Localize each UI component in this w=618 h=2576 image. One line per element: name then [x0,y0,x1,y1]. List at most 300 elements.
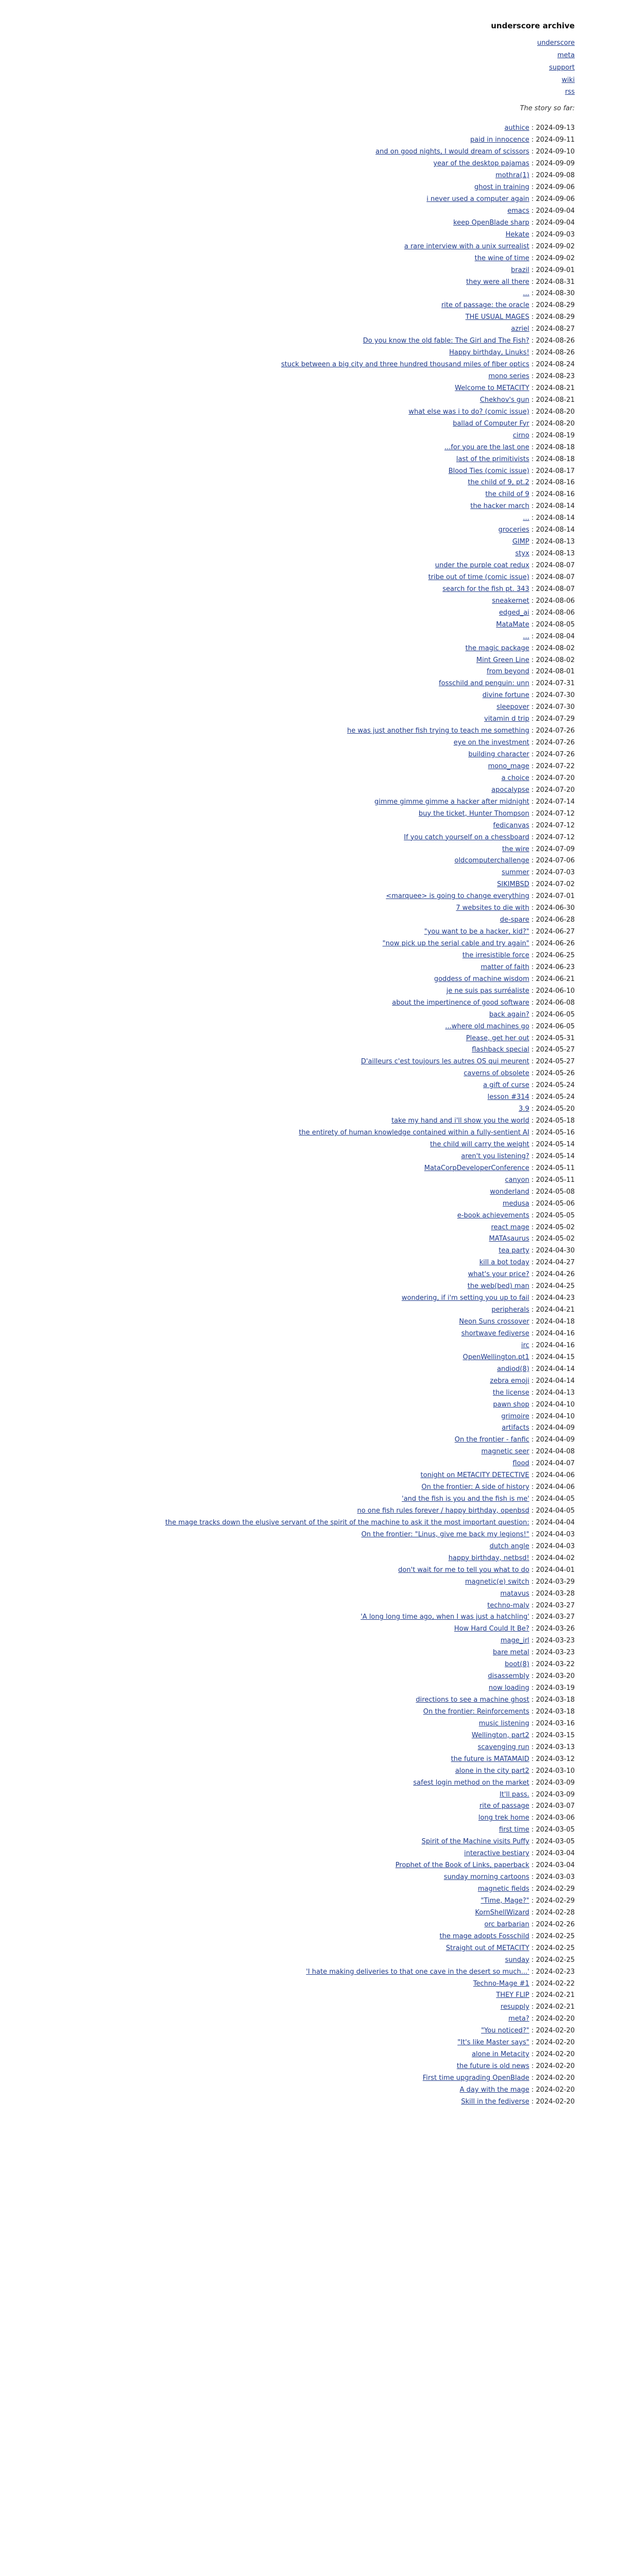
story-item [152,1944,575,1953]
story-link[interactable]: don't wait for me to tell you what to do [398,1566,529,1574]
story-date: 2024-04-08 [536,1448,575,1456]
story-link[interactable]: pawn shop [493,1400,529,1409]
story-link[interactable]: irc [521,1341,529,1349]
story-link[interactable]: wondering, if i'm setting you up to fail [401,1294,529,1302]
story-separator: : [529,1070,536,1078]
story-separator: : [529,124,536,132]
story-date: 2024-05-14 [536,1152,575,1160]
story-date: 2024-02-28 [536,1908,575,1917]
story-link[interactable]: 'A long long time ago, when I was just a hatchling' [360,1613,529,1621]
story-link[interactable]: Chekhov's gun [479,396,529,404]
story-link[interactable]: from beyond [487,668,529,676]
story-separator: : [529,975,536,983]
story-link[interactable]: Prophet of the Book of Links, paperback [395,1861,529,1870]
story-link[interactable]: First time upgrading OpenBlade [422,2074,529,2082]
story-link[interactable]: artifacts [502,1424,529,1432]
story-link[interactable]: the entirety of human knowledge contained within a fully-sentient AI [299,1129,529,1137]
story-link[interactable]: stuck between a big city and three hundred thousand miles of fiber optics [281,361,529,369]
story-link[interactable]: matavus [500,1589,529,1598]
story-separator: : [529,774,536,782]
story-link[interactable]: magnetic seer [481,1448,529,1456]
story-separator: : [529,1861,536,1870]
story-link[interactable]: GIMP [512,538,529,546]
story-link[interactable]: Happy birthday, Linuks! [449,349,529,357]
story-item [152,821,575,831]
story-link[interactable]: A day with the mage [459,2086,529,2094]
story-date: 2024-09-04 [536,218,575,227]
story-link[interactable]: the child of 9 [485,490,529,499]
story-separator: : [529,762,536,770]
story-link[interactable]: divine fortune [482,691,529,700]
story-link[interactable]: "It's like Master says" [457,2039,529,2047]
story-separator: : [529,620,536,629]
story-link[interactable]: emacs [507,207,529,215]
story-link[interactable]: ...where old machines go [445,1022,529,1030]
story-date: 2024-02-20 [536,2039,575,2047]
story-link[interactable]: caverns of obsolete [464,1070,529,1078]
story-link[interactable]: no one fish rules forever / happy birthday, openbsd [357,1507,529,1515]
story-link[interactable]: the child of 9, pt.2 [468,479,529,487]
story-link[interactable]: magnetic(e) switch [465,1578,529,1586]
story-link[interactable]: react mage [491,1223,529,1231]
story-date: 2024-08-04 [536,632,575,640]
story-date: 2024-07-26 [536,727,575,735]
story-link[interactable]: orc barbarian [484,1920,529,1928]
story-link[interactable]: back again? [489,1010,529,1019]
story-item [152,124,575,133]
story-link[interactable]: 'and the fish is you and the fish is me' [402,1495,529,1503]
story-link[interactable]: D'ailleurs c'est toujours les autres OS qui meurent [360,1058,529,1066]
story-item [152,195,575,204]
story-item [152,1282,575,1291]
story-item [152,408,575,417]
story-item [152,939,575,948]
story-link[interactable]: interactive bestiary [464,1850,529,1858]
story-link[interactable]: tribe out of time (comic issue) [428,573,529,581]
story-date: 2024-04-01 [536,1566,575,1574]
story-date: 2024-09-13 [536,124,575,132]
story-date: 2024-08-06 [536,608,575,617]
story-link[interactable]: take my hand and i'll show you the world [391,1117,529,1125]
story-link[interactable]: gimme gimme gimme a hacker after midnight [374,798,529,806]
story-item [152,1140,575,1149]
story-link[interactable]: cirno [512,431,529,439]
story-link[interactable]: vitamin d trip [484,715,529,723]
story-link[interactable]: safest login method on the market [413,1778,529,1787]
story-date: 2024-08-20 [536,419,575,428]
story-link[interactable]: matter of faith [480,963,529,971]
story-link[interactable]: buy the ticket, Hunter Thompson [418,809,529,818]
story-link[interactable]: a choice [501,774,529,782]
story-item [152,1317,575,1327]
story-item [152,656,575,665]
story-separator: : [529,1920,536,1928]
story-item [152,1483,575,1492]
story-item [152,1908,575,1918]
story-link[interactable]: peripherals [491,1306,529,1314]
story-link[interactable]: THEY FLIP [496,1991,529,1999]
story-separator: : [529,656,536,664]
story-link[interactable]: THE USUAL MAGES [465,313,529,321]
story-link[interactable]: alone in the city part2 [455,1767,529,1775]
story-link[interactable]: the mage tracks down the elusive servant of the spirit of the machine to ask it the most important question: [165,1518,529,1527]
story-link[interactable]: SIKIMBSD [497,880,529,889]
story-link[interactable]: directions to see a machine ghost [416,1696,529,1704]
story-link[interactable]: scavenging run [477,1743,529,1751]
story-link[interactable]: dutch angle [489,1542,529,1550]
story-separator: : [529,585,536,593]
story-date: 2024-07-03 [536,869,575,877]
story-date: 2024-03-10 [536,1767,575,1775]
story-date: 2024-02-26 [536,1920,575,1928]
story-link[interactable]: On the frontier - fanfic [454,1436,529,1444]
story-link[interactable]: a gift of curse [483,1081,529,1090]
story-separator: : [529,1707,536,1716]
story-separator: : [529,325,536,333]
story-item [152,1199,575,1209]
story-item [152,1991,575,2000]
story-date: 2024-02-25 [536,1944,575,1952]
story-separator: : [529,821,536,829]
story-date: 2024-06-27 [536,928,575,936]
story-link[interactable]: 7 websites to die with [456,904,529,912]
story-link[interactable]: now loading [488,1684,529,1692]
story-item [152,987,575,996]
story-link[interactable]: mono series [488,372,529,380]
story-link[interactable]: the wire [502,845,529,853]
story-link[interactable]: mothra(1) [495,172,529,180]
story-link[interactable]: OpenWellington.pt1 [462,1353,529,1361]
story-item [152,526,575,535]
story-item [152,1211,575,1221]
story-link[interactable]: last of the primitivists [456,455,529,463]
story-link[interactable]: "You noticed?" [481,2027,529,2035]
story-date: 2024-08-16 [536,490,575,499]
story-separator: : [529,1767,536,1775]
story-item [152,963,575,972]
story-item [152,1057,575,1066]
story-link[interactable]: rite of passage [479,1802,529,1810]
story-link[interactable]: the hacker march [470,502,529,511]
story-item [152,1377,575,1386]
story-link[interactable]: flood [512,1460,529,1468]
story-item [152,1435,575,1445]
story-link[interactable]: year of the desktop pajamas [433,160,529,168]
story-link[interactable]: brazil [511,266,529,274]
story-link[interactable]: fosschild and penguin: unn [439,680,529,688]
story-link[interactable]: KornShellWizard [475,1908,529,1917]
story-separator: : [529,431,536,439]
story-separator: : [529,502,536,511]
story-link[interactable]: medusa [502,1199,529,1208]
story-date: 2024-04-14 [536,1365,575,1373]
story-item [152,1956,575,1965]
story-link[interactable]: Do you know the old fable: The Girl and The Fish? [363,337,529,345]
story-link[interactable]: what else was i to do? (comic issue) [408,408,529,416]
story-item [152,1767,575,1776]
story-item [152,1601,575,1611]
story-date: 2024-03-28 [536,1589,575,1598]
nav-link-underscore[interactable]: underscore [537,39,575,47]
story-item [152,856,575,866]
story-link[interactable]: the future is old news [456,2062,529,2071]
story-link[interactable]: a rare interview with a unix surrealist [404,242,529,250]
story-item [152,1495,575,1504]
story-link[interactable]: How Hard Could It Be? [454,1625,529,1633]
story-item [152,1069,575,1078]
story-link[interactable]: ghost in training [474,183,529,191]
story-link[interactable]: happy birthday, netbsd! [448,1554,529,1562]
story-link[interactable]: disassembly [488,1672,529,1681]
story-item [152,573,575,582]
story-link[interactable]: de-spare [500,916,529,924]
story-separator: : [529,1578,536,1586]
story-link[interactable]: Wellington, part2 [471,1731,529,1739]
story-separator: : [529,892,536,901]
story-link[interactable]: building character [468,751,529,758]
story-item [152,431,575,440]
story-separator: : [529,2027,536,2035]
story-link[interactable]: edged_ai [499,608,529,617]
story-link[interactable]: under the purple coat redux [435,562,529,569]
story-item [152,1814,575,1823]
story-link[interactable]: paid in innocence [470,136,529,144]
story-link[interactable]: On the frontier: A side of history [421,1483,529,1492]
story-separator: : [529,1448,536,1456]
story-item [152,1105,575,1114]
story-link[interactable]: boot(8) [505,1660,529,1669]
story-separator: : [529,1412,536,1420]
story-link[interactable]: Welcome to METACITY [455,384,529,392]
story-link[interactable]: e-book achievements [457,1211,529,1219]
story-link[interactable]: the future is MATAMAID [451,1755,529,1763]
story-item [152,1968,575,1977]
story-item [152,1566,575,1575]
nav-link-support[interactable]: support [549,63,575,72]
story-link[interactable]: alone in Metacity [472,2050,529,2059]
story-date: 2024-09-06 [536,195,575,203]
story-link[interactable]: ... [523,290,529,298]
story-link[interactable]: keep OpenBlade sharp [453,218,529,227]
story-separator: : [529,1979,536,1988]
story-link[interactable]: techno-malv [487,1601,529,1609]
story-link[interactable]: first time [499,1826,529,1834]
story-link[interactable]: groceries [498,526,529,534]
story-link[interactable]: It'll pass. [500,1790,529,1799]
story-link[interactable]: ... [523,514,529,522]
story-link[interactable]: azriel [511,325,529,333]
story-link[interactable]: wonderland [490,1188,529,1196]
story-link[interactable]: Techno-Mage #1 [473,1979,529,1988]
story-link[interactable]: aren't you listening? [461,1152,529,1160]
story-link[interactable]: search for the fish pt. 343 [442,585,529,593]
story-separator: : [529,349,536,357]
story-link[interactable]: ...for you are the last one [444,443,529,451]
story-link[interactable]: about the impertinence of good software [392,998,529,1007]
story-link[interactable]: Skill in the fediverse [461,2097,529,2106]
story-item [152,786,575,795]
story-link[interactable]: grimoire [501,1412,529,1420]
story-item [152,2050,575,2059]
story-separator: : [529,1896,536,1905]
story-link[interactable]: authice [504,124,529,132]
story-link[interactable]: Blood Ties (comic issue) [448,467,529,475]
story-item [152,1849,575,1858]
nav-link-rss[interactable]: rss [565,88,575,96]
story-link[interactable]: shortwave fediverse [461,1329,529,1337]
story-link[interactable]: sleepover [496,703,529,711]
story-item [152,762,575,771]
nav-item [152,76,575,85]
story-separator: : [529,1259,536,1267]
story-link[interactable]: the license [492,1388,529,1397]
story-date: 2024-09-02 [536,254,575,262]
story-item [152,561,575,570]
story-date: 2024-05-20 [536,1105,575,1113]
story-item [152,1672,575,1681]
story-date: 2024-05-08 [536,1188,575,1196]
story-link[interactable]: oldcomputerchallenge [454,857,529,865]
nav-link-wiki[interactable]: wiki [561,76,575,84]
story-separator: : [529,384,536,392]
story-link[interactable]: i never used a computer again [426,195,529,203]
story-link[interactable]: 'I hate making deliveries to that one cave in the desert so much...' [306,1968,529,1976]
story-link[interactable]: sunday morning cartoons [443,1873,529,1882]
story-separator: : [529,1329,536,1337]
story-link[interactable]: "Time, Mage?" [480,1896,529,1905]
story-link[interactable]: Straight out of METACITY [445,1944,529,1952]
story-date: 2024-08-01 [536,668,575,676]
story-separator: : [529,278,536,286]
story-link[interactable]: If you catch yourself on a chessboard [404,833,529,841]
story-link[interactable]: sneakernet [492,597,529,605]
story-item [152,1010,575,1020]
story-link[interactable]: On the frontier: Reinforcements [423,1707,529,1716]
story-link[interactable]: ... [523,632,529,640]
story-link[interactable]: music listening [478,1719,529,1727]
story-separator: : [529,1140,536,1148]
story-link[interactable]: what's your price? [468,1270,529,1279]
story-item [152,1246,575,1256]
story-link[interactable]: tonight on METACITY DETECTIVE [420,1471,529,1480]
story-link[interactable]: je ne suis pas surréaliste [446,987,529,995]
story-link[interactable]: canyon [505,1176,529,1184]
story-separator: : [529,1058,536,1066]
story-link[interactable]: long trek home [478,1814,529,1822]
story-separator: : [529,963,536,971]
story-date: 2024-07-20 [536,774,575,782]
story-link[interactable]: Neon Suns crossover [459,1318,529,1326]
story-link[interactable]: the magic package [465,644,529,652]
story-link[interactable]: styx [515,550,529,558]
story-separator: : [529,290,536,298]
story-item [152,443,575,452]
story-link[interactable]: zebra emoji [490,1377,529,1385]
story-link[interactable]: Hekate [505,230,529,239]
story-item [152,644,575,653]
story-link[interactable]: lesson #314 [487,1093,529,1101]
story-date: 2024-08-16 [536,479,575,487]
story-link[interactable]: bare metal [493,1649,529,1657]
story-link[interactable]: <marquee> is going to change everything [386,892,529,901]
story-date: 2024-07-22 [536,762,575,770]
story-date: 2024-08-23 [536,372,575,380]
story-link[interactable]: the wine of time [474,254,529,262]
story-link[interactable]: Please, get her out [466,1034,529,1042]
story-link[interactable]: the irresistible force [462,951,529,959]
story-link[interactable]: the web(bed) man [467,1282,529,1291]
story-separator: : [529,2050,536,2059]
story-link[interactable]: the child will carry the weight [430,1140,529,1148]
story-link[interactable]: magnetic fields [477,1885,529,1893]
story-item [152,904,575,913]
story-separator: : [529,550,536,558]
story-link[interactable]: ballad of Computer Fyr [453,419,529,428]
story-link[interactable]: mage_irl [500,1637,529,1645]
story-link[interactable]: tea party [499,1247,529,1255]
story-link[interactable]: the mage adopts Fosschild [439,1932,529,1940]
story-separator: : [529,1424,536,1432]
story-link[interactable]: 3.9 [519,1105,529,1113]
story-link[interactable]: summer [502,869,529,877]
story-date: 2024-05-18 [536,1117,575,1125]
story-link[interactable]: mono_mage [488,762,529,770]
story-link[interactable]: kill a bot today [479,1259,529,1267]
story-link[interactable]: On the frontier: "Linus, give me back my legions!" [361,1530,529,1538]
story-link[interactable]: goddess of machine wisdom [434,975,529,983]
story-link[interactable]: they were all there [466,278,529,286]
story-link[interactable]: fedicanvas [493,821,529,829]
story-link[interactable]: MATAsaurus [489,1235,529,1243]
story-item [152,301,575,310]
story-link[interactable]: Spirit of the Machine visits Puffy [421,1838,529,1846]
story-item [152,691,575,700]
story-link[interactable]: he was just another fish trying to teach me something [347,727,529,735]
story-link[interactable]: and on good nights, I would dream of scissors [375,148,529,156]
story-item [152,750,575,759]
story-date: 2024-04-27 [536,1259,575,1267]
story-link[interactable]: MataMate [496,620,529,629]
story-link[interactable]: rite of passage: the oracle [441,301,529,310]
story-date: 2024-03-04 [536,1861,575,1870]
story-separator: : [529,1507,536,1515]
story-date: 2024-05-02 [536,1235,575,1243]
story-date: 2024-05-11 [536,1164,575,1172]
story-date: 2024-08-18 [536,455,575,463]
story-link[interactable]: meta? [508,2015,529,2023]
story-link[interactable]: resupply [500,2003,529,2011]
story-link[interactable]: eye on the investment [453,739,529,747]
story-link[interactable]: apocalypse [491,786,529,794]
nav-link-meta[interactable]: meta [557,51,575,59]
story-link[interactable]: flashback special [472,1046,529,1054]
story-link[interactable]: "now pick up the serial cable and try again" [382,940,529,947]
story-separator: : [529,1306,536,1314]
story-date: 2024-04-02 [536,1554,575,1562]
story-separator: : [529,1353,536,1361]
story-link[interactable]: andiod(8) [497,1365,529,1373]
story-separator: : [529,940,536,947]
story-date: 2024-08-30 [536,290,575,298]
story-date: 2024-02-23 [536,1968,575,1976]
story-item [152,951,575,960]
story-link[interactable]: MataCorpDeveloperConference [424,1164,529,1172]
story-link[interactable]: "you want to be a hacker, kid?" [424,928,529,936]
story-date: 2024-07-01 [536,892,575,901]
story-link[interactable]: Mint Green Line [476,656,529,664]
story-link[interactable]: sunday [505,1956,529,1964]
story-item [152,348,575,358]
